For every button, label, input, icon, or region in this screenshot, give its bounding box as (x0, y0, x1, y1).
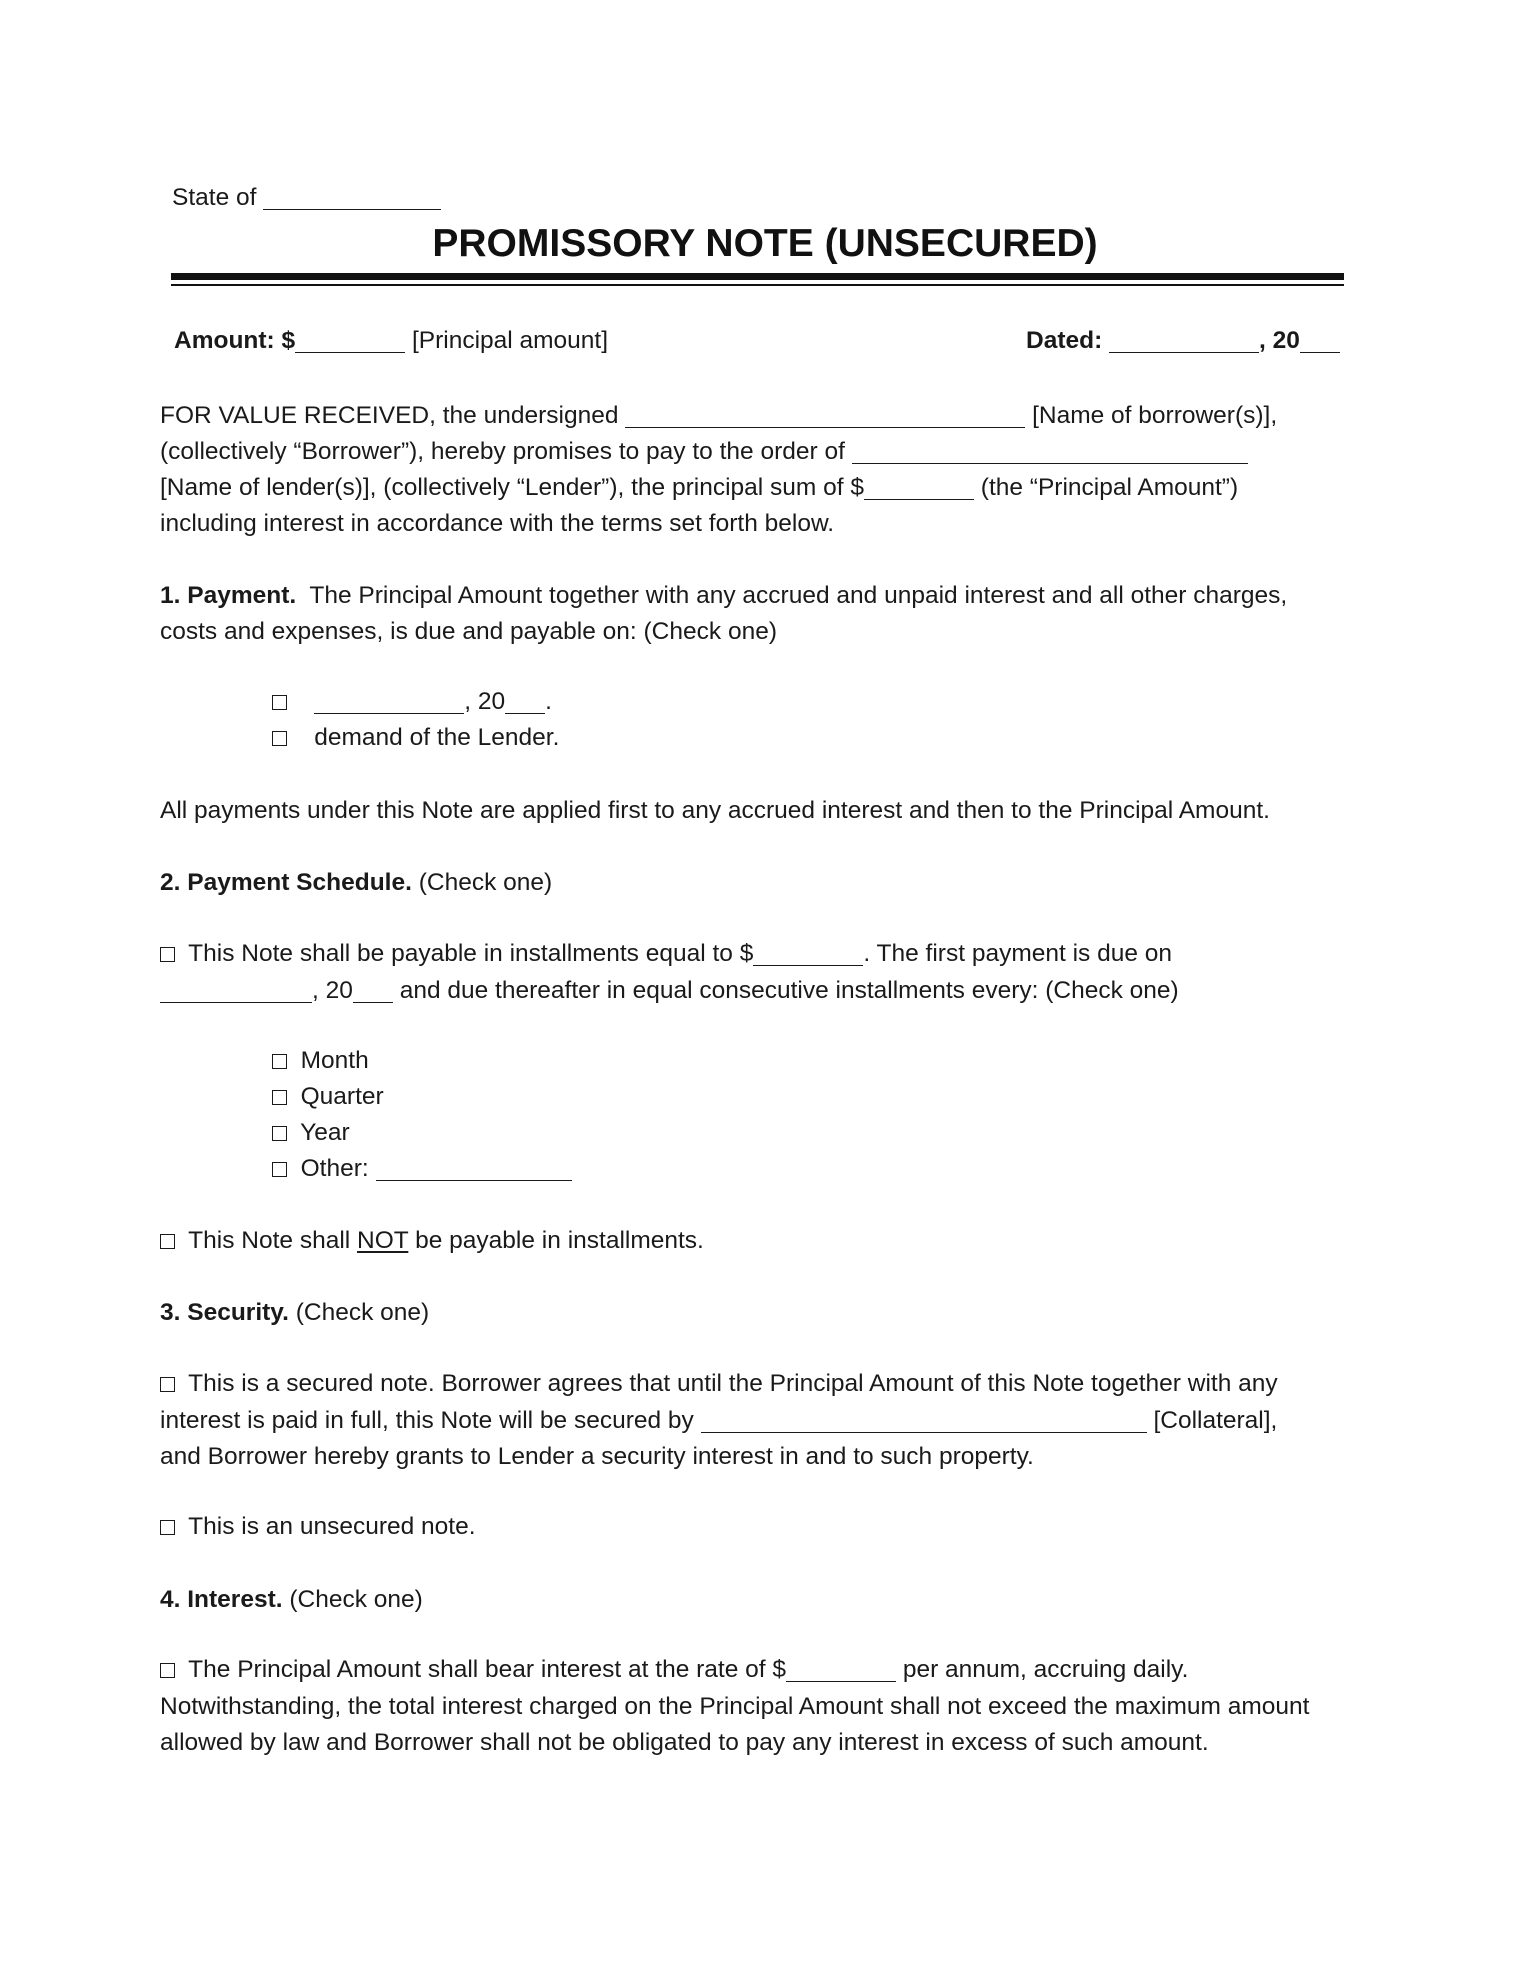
installments-line-1 (160, 940, 1172, 968)
dated-year-prefix: 20 (1272, 327, 1300, 355)
interest-text: allowed by law and Borrower shall not be obligated to pay any interest in excess of such amount. (160, 1729, 1209, 1756)
secured-line-3 (160, 1443, 1034, 1471)
intro-text: FOR VALUE RECEIVED, the undersigned (160, 402, 619, 430)
dated-blank[interactable] (1109, 327, 1259, 353)
unsecured-note-checkbox[interactable] (160, 1520, 175, 1535)
borrower-name-blank[interactable] (625, 402, 1025, 428)
intro-line-2 (160, 438, 1248, 466)
payment-year-prefix: , 20 (464, 688, 506, 716)
title-rule-thin (171, 284, 1344, 286)
intro-line-3 (160, 474, 1238, 502)
intro-text: (collectively “Borrower”), hereby promises to pay to the order of (160, 438, 845, 466)
interest-line-2 (160, 1693, 1309, 1721)
first-payment-date-blank[interactable] (160, 977, 312, 1003)
first-payment-year-blank[interactable] (353, 977, 393, 1003)
secured-note-checkbox[interactable] (160, 1377, 175, 1392)
dated-comma: , (1259, 327, 1266, 355)
payment-demand-label: demand of the Lender. (314, 724, 560, 751)
section1-text: costs and expenses, is due and payable on: (Check one) (160, 618, 777, 645)
dated-label: Dated: (1026, 327, 1103, 355)
state-line (172, 184, 441, 212)
amount-line (174, 327, 608, 355)
payment-demand-option (272, 724, 559, 752)
state-label: State of (172, 184, 257, 212)
installments-line-2 (160, 977, 1179, 1005)
frequency-option-month (272, 1047, 369, 1075)
interest-line-3 (160, 1729, 1209, 1757)
section1-line-2 (160, 618, 777, 646)
payment-date-option (272, 688, 552, 716)
unsecured-text: This is an unsecured note. (188, 1513, 476, 1540)
intro-text: [Name of borrower(s)], (1032, 402, 1278, 430)
payment-date-checkbox[interactable] (272, 695, 287, 710)
section4-heading-line (160, 1586, 423, 1614)
section2-check-one: (Check one) (418, 869, 553, 896)
section4-check-one: (Check one) (289, 1586, 423, 1613)
no-installments-line (160, 1227, 704, 1255)
frequency-option-quarter (272, 1083, 384, 1111)
state-blank[interactable] (263, 184, 441, 210)
dated-line (1026, 327, 1340, 355)
secured-line-2 (160, 1407, 1277, 1435)
installments-text: This Note shall be payable in installments equal to $ (188, 940, 754, 968)
installments-checkbox[interactable] (160, 947, 175, 962)
lender-name-blank[interactable] (852, 438, 1248, 464)
document-title: PROMISSORY NOTE (UNSECURED) (432, 222, 1098, 265)
section2-heading-line (160, 869, 552, 897)
no-installments-checkbox[interactable] (160, 1234, 175, 1249)
title-rule-thick (171, 273, 1344, 280)
frequency-quarter-checkbox[interactable] (272, 1090, 287, 1105)
secured-line-1 (160, 1370, 1278, 1398)
interest-line-1 (160, 1656, 1188, 1684)
section1-note-text: All payments under this Note are applied first to any accrued interest and then to the Principal Amount. (160, 797, 1270, 824)
amount-blank[interactable] (295, 327, 405, 353)
frequency-quarter-label: Quarter (300, 1083, 384, 1110)
frequency-option-other (272, 1155, 572, 1183)
intro-text: (the “Principal Amount”) (980, 474, 1239, 502)
no-installments-text: This Note shall (188, 1227, 351, 1254)
no-installments-text: be payable in installments. (415, 1227, 704, 1254)
secured-text: and Borrower hereby grants to Lender a security interest in and to such property. (160, 1443, 1034, 1470)
section4-heading: 4. Interest. (160, 1586, 283, 1613)
section1-text: The Principal Amount together with any accrued and unpaid interest and all other charges, (309, 582, 1288, 609)
first-payment-year-prefix: , 20 (312, 977, 353, 1005)
unsecured-line (160, 1513, 476, 1541)
section2-heading: 2. Payment Schedule. (160, 869, 412, 896)
no-installments-not: NOT (357, 1227, 409, 1254)
section3-check-one: (Check one) (295, 1299, 430, 1326)
installments-text: and due thereafter in equal consecutive installments every: (Check one) (399, 977, 1179, 1005)
frequency-option-year (272, 1119, 350, 1147)
frequency-year-checkbox[interactable] (272, 1126, 287, 1141)
collateral-blank[interactable] (701, 1407, 1147, 1433)
interest-text: per annum, accruing daily. (902, 1656, 1189, 1684)
interest-rate-checkbox[interactable] (160, 1663, 175, 1678)
principal-sum-blank[interactable] (864, 474, 974, 500)
frequency-other-blank[interactable] (376, 1155, 572, 1181)
frequency-month-label: Month (300, 1047, 369, 1074)
interest-text: The Principal Amount shall bear interest at the rate of $ (188, 1656, 787, 1684)
secured-text: interest is paid in full, this Note will be secured by (160, 1407, 694, 1435)
installments-text: . The first payment is due on (863, 940, 1173, 968)
frequency-year-label: Year (300, 1119, 350, 1146)
secured-text: This is a secured note. Borrower agrees that until the Principal Amount of this Note together with any (188, 1370, 1278, 1397)
frequency-other-label: Other: (300, 1155, 369, 1183)
secured-text: [Collateral], (1153, 1407, 1278, 1435)
payment-year-blank[interactable] (505, 688, 545, 714)
intro-text: [Name of lender(s)], (collectively “Lender”), the principal sum of $ (160, 474, 864, 502)
interest-rate-blank[interactable] (786, 1656, 896, 1682)
section3-heading-line (160, 1299, 429, 1327)
amount-hint: [Principal amount] (411, 327, 609, 355)
frequency-month-checkbox[interactable] (272, 1054, 287, 1069)
intro-line-1 (160, 402, 1277, 430)
section1-heading: 1. Payment. (160, 582, 297, 609)
dated-year-blank[interactable] (1300, 327, 1340, 353)
section3-heading: 3. Security. (160, 1299, 289, 1326)
interest-text: Notwithstanding, the total interest charged on the Principal Amount shall not exceed the maximum amount (160, 1693, 1310, 1720)
section1-line-1 (160, 582, 1287, 610)
intro-text: including interest in accordance with the terms set forth below. (160, 510, 835, 537)
intro-line-4 (160, 510, 834, 538)
frequency-other-checkbox[interactable] (272, 1162, 287, 1177)
installment-amount-blank[interactable] (753, 940, 863, 966)
payment-date-blank[interactable] (314, 688, 464, 714)
section1-note (160, 797, 1270, 825)
payment-date-period: . (545, 688, 552, 716)
amount-label: Amount: $ (174, 327, 296, 355)
payment-demand-checkbox[interactable] (272, 731, 287, 746)
